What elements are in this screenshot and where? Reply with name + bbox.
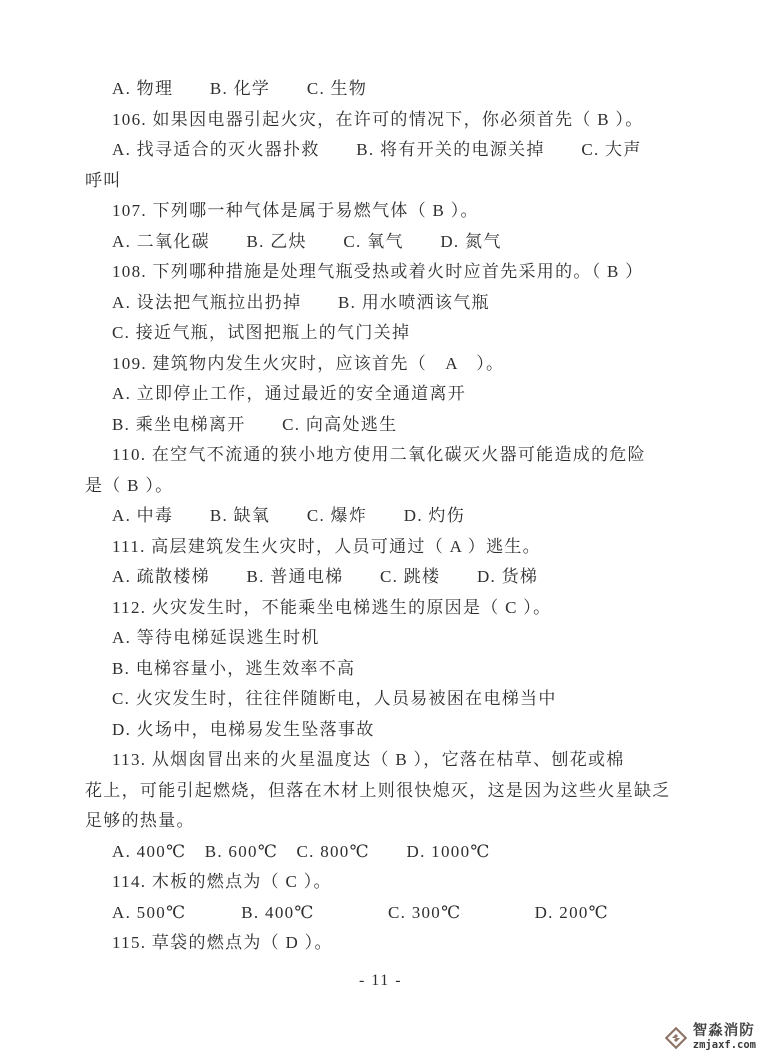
question-line: 109. 建筑物内发生火灾时，应该首先（ A ）。 bbox=[112, 353, 505, 373]
logo-diamond-icon bbox=[663, 1025, 689, 1051]
logo-diamond-outline bbox=[666, 1028, 686, 1048]
question-line: 113. 从烟囱冒出来的火星温度达（ B ），它落在枯草、刨花或棉 bbox=[112, 750, 625, 769]
options-line: A. 等待电梯延误逃生时机 bbox=[112, 628, 320, 647]
brand-domain: zmjaxf.com bbox=[692, 1038, 756, 1051]
options-line: A. 立即停止工作，通过最近的安全通道离开 bbox=[112, 384, 467, 403]
options-line: C. 接近气瓶，试图把瓶上的气门关掉 bbox=[112, 323, 411, 342]
options-line: B. 电梯容量小，逃生效率不高 bbox=[112, 658, 356, 678]
options-line: A. 设法把气瓶拉出扔掉 B. 用水喷洒该气瓶 bbox=[112, 292, 490, 312]
page-number: - 11 - bbox=[358, 972, 403, 989]
options-line: A. 物理 B. 化学 C. 生物 bbox=[112, 79, 368, 98]
options-line: A. 中毒 B. 缺氧 C. 爆炸 D. 灼伤 bbox=[112, 506, 466, 525]
question-line: 115. 草袋的燃点为（ D ）。 bbox=[112, 933, 333, 952]
question-line: 107. 下列哪一种气体是属于易燃气体（ B ）。 bbox=[112, 201, 479, 220]
question-line: 108. 下列哪种措施是处理气瓶受热或着火时应首先采用的。（ B ） bbox=[112, 262, 644, 281]
brand-logo bbox=[663, 1024, 756, 1051]
options-line: A. 找寻适合的灭火器扑救 B. 将有开关的电源关掉 C. 大声 bbox=[112, 140, 642, 159]
continuation-line: 花上，可能引起燃烧，但落在木材上则很快熄灭，这是因为这些火星缺乏 bbox=[85, 780, 671, 800]
continuation-line: 是（ B ）。 bbox=[85, 475, 174, 495]
question-line: 111. 高层建筑发生火灾时，人员可通过（ A ）逃生。 bbox=[112, 536, 541, 556]
options-line: A. 400℃ B. 600℃ C. 800℃ D. 1000℃ bbox=[112, 841, 491, 861]
continuation-line: 呼叫 bbox=[85, 170, 122, 190]
options-line: A. 500℃ B. 400℃ C. 300℃ D. 200℃ bbox=[112, 902, 609, 922]
question-line: 110. 在空气不流通的狭小地方使用二氧化碳灭火器可能造成的危险 bbox=[112, 445, 646, 464]
brand-name: 智淼消防 bbox=[692, 1023, 755, 1040]
question-line: 112. 火灾发生时，不能乘坐电梯逃生的原因是（ C ）。 bbox=[112, 597, 552, 617]
options-line: C. 火灾发生时，往往伴随断电，人员易被困在电梯当中 bbox=[112, 689, 557, 708]
options-line: A. 疏散楼梯 B. 普通电梯 C. 跳楼 D. 货梯 bbox=[112, 567, 539, 586]
logo-inner-mark bbox=[672, 1033, 680, 1041]
options-line: D. 火场中，电梯易发生坠落事故 bbox=[112, 719, 375, 739]
options-line: B. 乘坐电梯离开 C. 向高处逃生 bbox=[112, 414, 398, 434]
question-line: 114. 木板的燃点为（ C ）。 bbox=[112, 872, 332, 891]
logo-text-block bbox=[693, 1024, 756, 1051]
options-line: A. 二氧化碳 B. 乙炔 C. 氧气 D. 氮气 bbox=[112, 231, 502, 251]
document-body bbox=[85, 74, 685, 959]
question-line: 106. 如果因电器引起火灾，在许可的情况下，你必须首先（ B ）。 bbox=[112, 109, 644, 129]
continuation-line: 足够的热量。 bbox=[85, 811, 195, 830]
